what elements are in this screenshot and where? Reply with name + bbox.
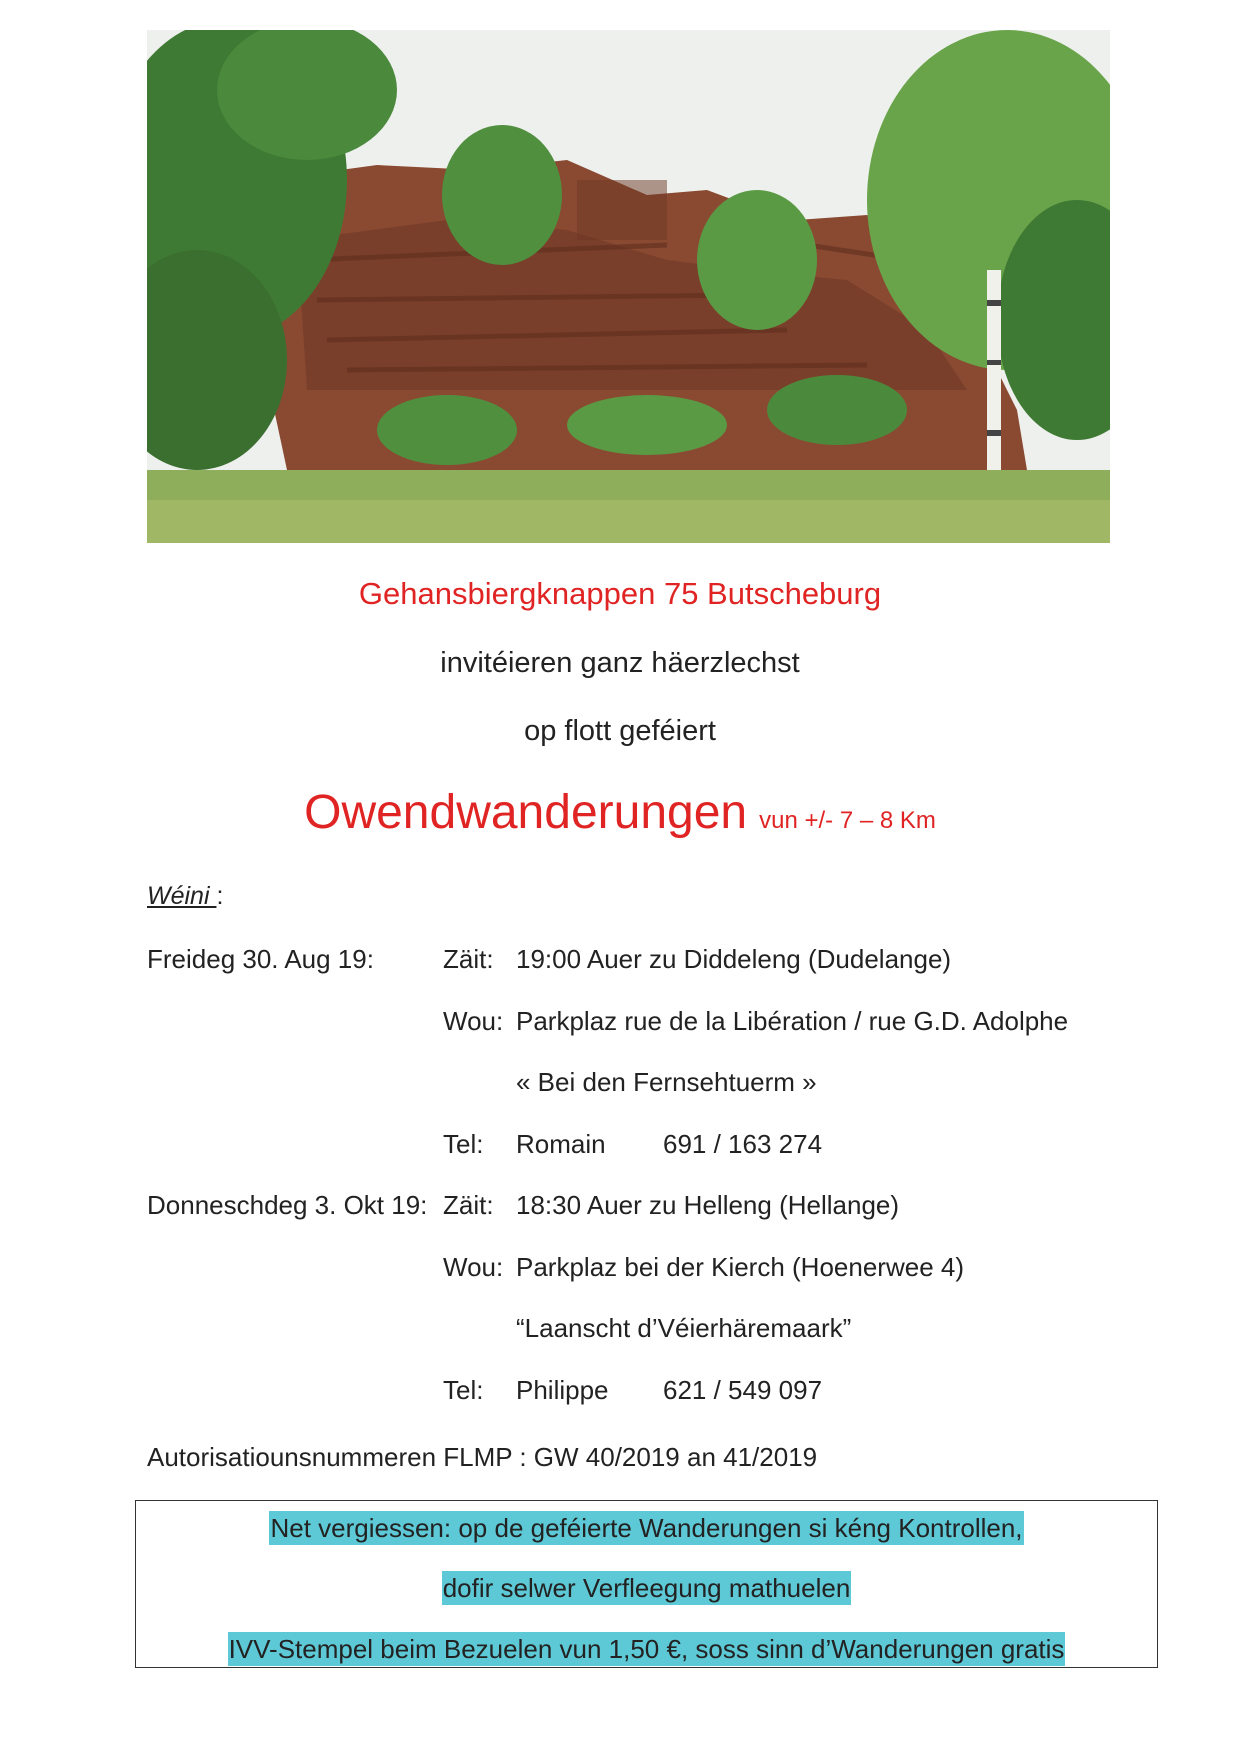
invite-line: invitéieren ganz häerzlechst [440,647,800,679]
notice-line-1 [136,1513,1157,1544]
walk-2-contact-phone: 621 / 549 097 [663,1375,823,1405]
organizer-name: Gehansbiergknappen 75 Butscheburg [358,576,882,611]
walk-2-where-note: “Laanscht d’Véierhäremaark” [516,1313,852,1343]
quarry-cliff-photo [147,30,1110,543]
walk-2-tel-label: Tel: [443,1375,484,1405]
when-heading [147,882,223,911]
notice-line-3-text: IVV-Stempel beim Bezuelen vun 1,50 €, soss sinn d’Wanderungen gratis [228,1634,1065,1664]
walk-2-time-label: Zäit: [443,1190,494,1220]
walk-1-contact-phone: 691 / 163 274 [663,1129,823,1159]
walk-2-where-label: Wou: [443,1252,504,1282]
walk-1-where-note: « Bei den Fernsehtuerm » [516,1067,817,1097]
walk-2-time-value: 18:30 Auer zu Helleng (Hellange) [516,1190,900,1220]
notice-line-2-text: dofir selwer Verfleegung mathuelen [442,1573,851,1603]
walk-1-tel-label: Tel: [443,1129,484,1159]
event-title-main: Owendwanderungen [304,786,748,839]
walk-1-time-value: 19:00 Auer zu Diddeleng (Dudelange) [516,944,952,974]
walk-2-date: Donneschdeg 3. Okt 19: [147,1190,428,1220]
walk-1-where-label: Wou: [443,1006,504,1036]
event-distance: vun +/- 7 – 8 Km [759,807,936,834]
authorization-numbers: Autorisatiounsnummeren FLMP : GW 40/2019 an 41/2019 [147,1442,818,1472]
walk-1-where-value: Parkplaz rue de la Libération / rue G.D. Adolphe [516,1006,1069,1036]
walk-2-where-value: Parkplaz bei der Kierch (Hoenerwee 4) [516,1252,964,1282]
walk-1-date: Freideg 30. Aug 19: [147,944,374,974]
walk-2-contact-name: Philippe [516,1375,609,1405]
quarry-cliff-photo-icon [147,30,1110,543]
notice-line-2 [136,1573,1157,1604]
notice-box [135,1500,1158,1668]
event-title [0,785,1240,840]
party-line: op flott geféiert [524,715,716,747]
notice-line-1-text: Net vergiessen: op de geféierte Wanderungen si kéng Kontrollen, [270,1513,1023,1543]
when-heading-colon: : [216,882,224,910]
notice-line-3 [136,1634,1157,1665]
walk-1-contact-name: Romain [516,1129,606,1159]
walk-1-time-label: Zäit: [443,944,494,974]
when-heading-label: Wéini [147,882,217,910]
